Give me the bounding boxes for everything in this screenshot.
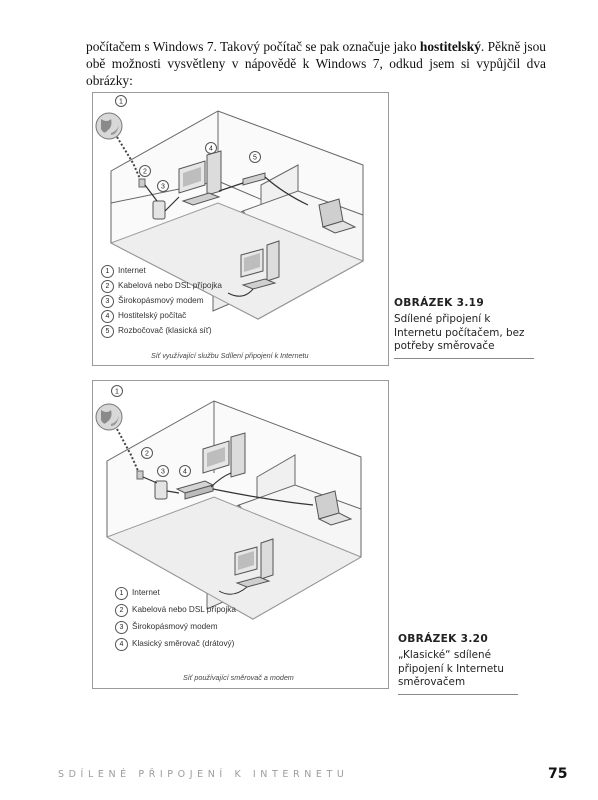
callout-5: 5 [253, 154, 257, 162]
intro-text-2: . Pěkně jsou obě možnosti vysvětleny v nápovědě k Windows 7, odkud jsem si vypůjčil dva obrázky: [86, 39, 546, 88]
callout-3: 3 [161, 468, 165, 476]
callout-2: 2 [145, 450, 149, 458]
caption-rule [398, 694, 518, 695]
figure-1-description: Sdílené připojení k Internetu počítačem, bez potřeby směrovače [394, 313, 525, 353]
figure-2-label: OBRÁZEK 3.20 [398, 633, 488, 645]
globe-icon [96, 113, 122, 139]
callout-1: 1 [119, 98, 123, 106]
figure-2-description: „Klasické“ sdílené připojení k Internetu směrovačem [398, 649, 504, 689]
figure-3-19: 1 2 3 4 5 1 Internet 2 Kabelová nebo DSL přípojka 3 Širokopásmový modem 4 Hostitelský počítač 5 Rozbočovač (klasická síť) Síť využívající službu Sdílení připojení k Internetu [92, 92, 389, 366]
intro-bold-term: hostitelský [419, 39, 481, 54]
callout-1: 1 [115, 388, 119, 396]
globe-icon [96, 404, 122, 430]
figure-1-inner-caption: Síť využívající službu Sdílení připojení k Internetu [151, 351, 309, 360]
intro-paragraph [86, 38, 546, 89]
page-number: 75 [548, 766, 568, 782]
callout-3: 3 [161, 183, 165, 191]
callout-2: 2 [143, 168, 147, 176]
figure-3-20: 1 2 3 4 1 Internet 2 Kabelová nebo DSL přípojka 3 Širokopásmový modem 4 Klasický směrovač (drátový) Síť používající směrovač a modem [92, 380, 389, 689]
running-footer-title: SDÍLENÉ PŘIPOJENÍ K INTERNETU [58, 769, 349, 780]
callout-4: 4 [183, 468, 187, 476]
intro-text-1: počítačem s Windows 7. Takový počítač se pak označuje jako [86, 39, 420, 54]
figure-2-inner-caption: Síť používající směrovač a modem [183, 673, 294, 682]
callout-4: 4 [209, 145, 213, 153]
figure-2-caption [398, 633, 518, 695]
figure-1-caption [394, 297, 534, 359]
figure-1-label: OBRÁZEK 3.19 [394, 297, 484, 309]
caption-rule [394, 358, 534, 359]
